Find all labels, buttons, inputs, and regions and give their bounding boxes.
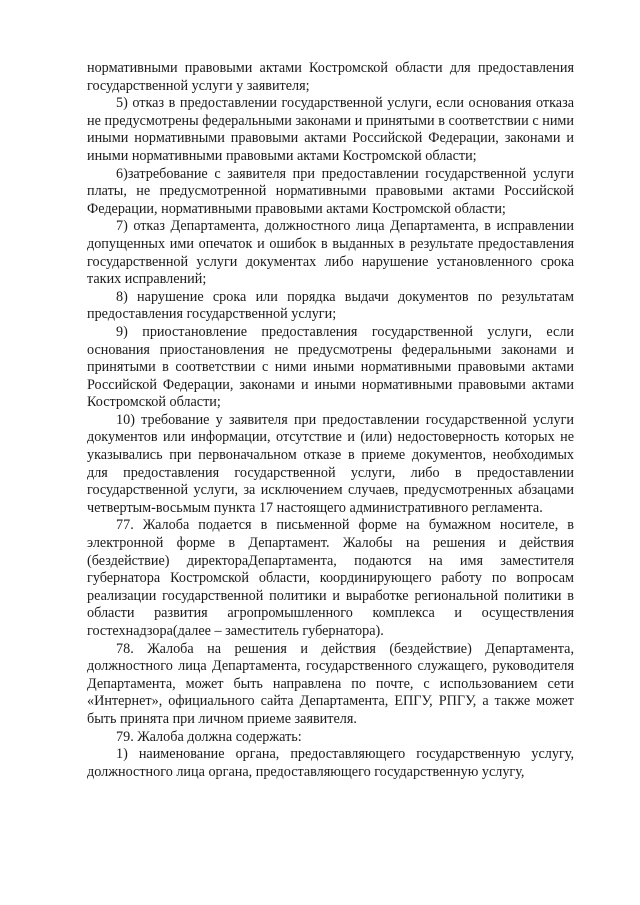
paragraph-continuation: нормативными правовыми актами Костромской области для предоставления государственной услуги у заявителя; [87, 60, 574, 94]
paragraph-item-8: 8) нарушение срока или порядка выдачи документов по результатам предоставления государственной услуги; [87, 288, 574, 323]
paragraph-section-79: 79. Жалоба должна содержать: [116, 728, 302, 745]
paragraph-item-1: 1) наименование органа, предоставляющего государственную услугу, должностного лица органа, предоставляющего государственную услугу, [87, 746, 574, 780]
paragraph-item-6: 6)затребование с заявителя при предоставлении государственной услуги платы, не предусмотренной нормативными правовыми актами Российской Федерации, нормативными правовыми актами Костромской области; [87, 165, 574, 217]
paragraph-item-5: 5) отказ в предоставлении государственной услуги, если основания отказа не предусмотрены федеральными законами и принятыми в соответствии с ними иными нормативными правовыми актами Российской Федерации, законами и иными нормативными правовыми актами Костромской области; [87, 95, 574, 164]
paragraph-item-7: 7) отказ Департамента, должностного лица Департамента, в исправлении допущенных ими опечаток и ошибок в выданных в результате предоставления государственной услуги документах либо нарушение установленного срока таких исправлений; [87, 218, 574, 288]
paragraph-section-78: 78. Жалоба на решения и действия (бездействие) Департамента, должностного лица Департамента, государственного служащего, руководителя Департамента, может быть направлена по почте, с использованием сети «Интернет», официального сайта Департамента, ЕПГУ, РПГУ, а также может быть принята при личном приеме заявителя. [87, 640, 574, 727]
paragraph-item-10: 10) требование у заявителя при предоставлении государственной услуги документов или информации, отсутствие и (или) недостоверность которых не указывались при первоначальном отказе в приеме документов, необходимых для предоставления государственной услуги, либо в предоставлении государственной услуги, за исключением случаев, предусмотренных абзацами четвертым-восьмым пункта 17 настоящего административного регламента. [87, 411, 574, 516]
paragraph-section-77: 77. Жалоба подается в письменной форме на бумажном носителе, в электронной форме в Департамент. Жалобы на решения и действия (бездействие) директораДепартамента, подаются на имя заместителя губернатора Костромской области, координирующего работу по вопросам реализации государственной политики и выработке региональной политики в области развития агропромышленного комплекса и осуществления гостехнадзора(далее – заместитель губернатора). [87, 517, 574, 639]
paragraph-item-9: 9) приостановление предоставления государственной услуги, если основания приостановления не предусмотрены федеральными законами и принятыми в соответствии с ними иными нормативными правовыми актами Российской Федерации, законами и иными нормативными правовыми актами Костромской области; [87, 323, 574, 411]
